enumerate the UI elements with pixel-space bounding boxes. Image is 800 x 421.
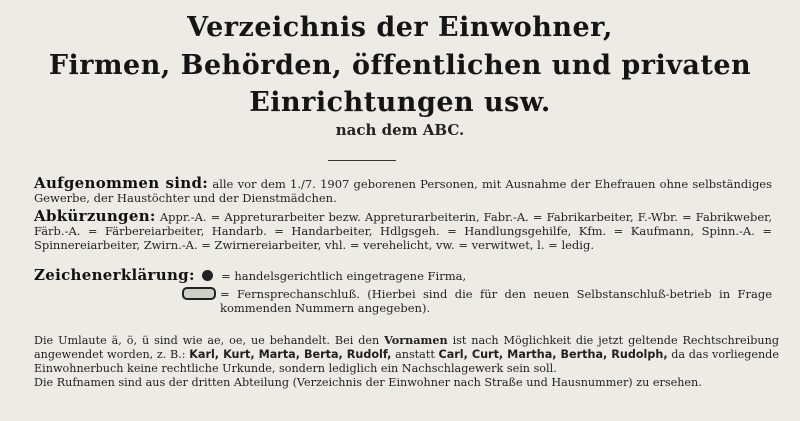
phone-legend-text: = Fernsprechanschluß. (Hierbei sind die für den neuen Selbstanschluß-betrieb in Frage kommenden Nummern angegeben).: [220, 287, 772, 315]
firm-dot-icon: [202, 270, 213, 281]
zeichen-section: [34, 268, 772, 315]
aufgenommen-text: alle vor dem 1./7. 1907 geborenen Personen, mit Ausnahme der Ehefrauen ohne selbständiges Gewerbe, der Haustöchter und der Dienstmädchen.: [34, 177, 773, 205]
subtitle: nach dem ABC.: [335, 121, 465, 139]
note-names-new: Karl, Kurt, Marta, Berta, Rudolf,: [189, 348, 392, 361]
notes-section: [34, 333, 779, 390]
note-text-c: anstatt: [395, 348, 435, 361]
note-umlaute: [34, 333, 779, 376]
divider: [328, 160, 396, 161]
aufgenommen-section: [34, 176, 772, 205]
telephone-icon: [182, 287, 216, 300]
note-rufnamen: Die Rufnamen sind aus der dritten Abteilung (Verzeichnis der Einwohner nach Straße und Hausnummer) zu ersehen.: [34, 376, 702, 389]
abkuerzungen-heading: Abkürzungen:: [34, 207, 156, 225]
abkuerzungen-text: Appr.-A. = Appreturarbeiter bezw. Appreturarbeiterin, Fabr.-A. = Fabrikarbeiter, F.-Wbr. = Fabrikweber, Färb.-A. = Färbereiarbeiter, Handarb. = Handarbeiter, Hdlgsgeh. = Handlungsgehilfe, Kfm. = Kaufmann, Spinn.-A. = Spinnereiarbeiter, Zwirn.-A. = Zwirnereiarbeiter, vhl. = verehelicht, vw. = verwitwet, l. = ledig.: [34, 210, 773, 252]
dot-legend-text: = handelsgerichtlich eingetragene Firma,: [221, 269, 467, 283]
title-line-3: Einrichtungen usw.: [249, 87, 551, 118]
note-names-old: Carl, Curt, Martha, Bertha, Rudolph,: [438, 348, 668, 361]
aufgenommen-heading: Aufgenommen sind:: [34, 174, 209, 192]
abkuerzungen-section: [34, 209, 772, 252]
zeichen-heading: Zeichenerklärung:: [34, 266, 195, 284]
title-line-2: Firmen, Behörden, öffentlichen und privaten: [48, 50, 752, 81]
title-line-1: Verzeichnis der Einwohner,: [187, 12, 613, 43]
phone-legend-row: [34, 287, 772, 315]
note-text-d: da das vorliegende Einwohnerbuch keine rechtliche Urkunde, sondern lediglich ein Nachschlagewerk sein soll.: [34, 348, 779, 375]
note-bold-vornamen: Vornamen: [384, 333, 448, 347]
note-text-a: Die Umlaute ä, ö, ü sind wie ae, oe, ue behandelt. Bei den: [34, 334, 380, 347]
note-text-b: ist nach Möglichkeit die jetzt geltende Rechtschreibung angewendet worden, z. B.:: [34, 334, 779, 361]
